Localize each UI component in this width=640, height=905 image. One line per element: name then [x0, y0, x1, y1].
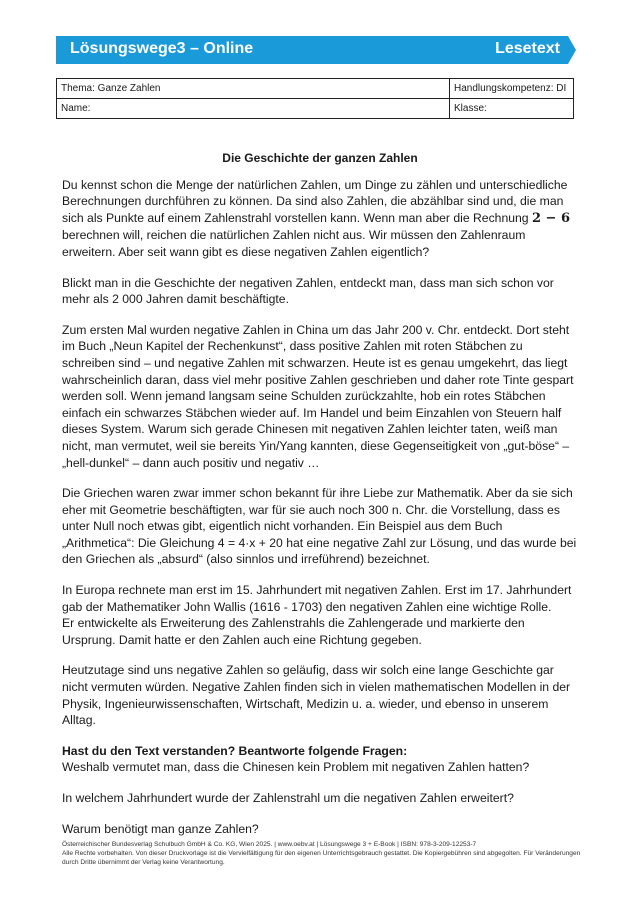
paragraph-4: Die Griechen waren zwar immer schon bekannt für ihre Liebe zur Mathematik. Aber da sie sich eher mit Geometrie beschäftigten, war für sie auch noch 300 n. Chr. die Vorstellung, dass es unter Null noch etwas gibt, eigentlich nicht vorhanden. Ein Beispiel aus dem Buch „Arithmetica“: Die Gleichung 4 = 4·x + 20 hat eine negative Zahl zur Lösung, und das wurde bei den Griechen als „absurd“ (also sinnlos und irreführend) bezeichnet.	[62, 486, 577, 567]
info-table	[56, 78, 574, 119]
paragraph-1-start: Du kennst schon die Menge der natürlichen Zahlen, um Dinge zu zählen und unterschiedliche Berechnungen durchführen zu können. Da sind also Zahlen, die abzählbar sind und, die man sich als Punkte auf einem Zahlenstrahl vorstellen kann. Wenn man aber die Rechnung	[62, 177, 568, 225]
paragraph-1	[62, 177, 578, 261]
thema-cell: Thema: Ganze Zahlen	[57, 79, 450, 99]
paragraph-2: Blickt man in die Geschichte der negativen Zahlen, entdeckt man, dass man sich schon vor mehr als 2 000 Jahren damit beschäftigte.	[62, 275, 554, 307]
doc-title: Die Geschichte der ganzen Zahlen	[222, 151, 418, 165]
header-banner	[56, 36, 576, 64]
footer-line-1: Österreichischer Bundesverlag Schulbuch GmbH & Co. KG, Wien 2025. | www.oebv.at | Lösungswege 3 + E-Book | ISBN: 978-3-209-12253-7	[62, 841, 477, 848]
info-row-2	[57, 99, 574, 119]
question-1: Weshalb vermutet man, dass die Chinesen kein Problem mit negativen Zahlen hatten?	[62, 760, 530, 775]
paragraph-5-end: Er entwickelte als Erweiterung des Zahlenstrahls die Zahlengerade und markierte den Ursprung. Damit hatte er den Zahlen auch eine Richtung gegeben.	[62, 616, 525, 647]
name-cell: Name:	[57, 99, 450, 119]
questions-heading: Hast du den Text verstanden? Beantworte folgende Fragen:	[62, 743, 408, 758]
klasse-cell: Klasse:	[450, 99, 574, 119]
info-row-1	[57, 79, 574, 99]
paragraph-5	[62, 582, 578, 648]
math-expression: 2 − 6	[531, 210, 570, 226]
footer-line-2: Alle Rechte vorbehalten. Von dieser Druckvorlage ist die Vervielfältigung für den eigenen Unterrichtsgebrauch gestattet. Die Kopiergebühren sind abgegolten. Für Veränderungen durch Dritte übernimmt der Verlag keine Verantwortung.	[62, 850, 581, 866]
paragraph-1-end: berechnen will, reichen die natürlichen Zahlen nicht aus. Wir müssen den Zahlenraum erweitern. Aber seit wann gibt es diese negativen Zahlen eigentlich?	[62, 228, 526, 259]
question-2: In welchem Jahrhundert wurde der Zahlenstrahl um die negativen Zahlen erweitert?	[62, 791, 514, 805]
question-3: Warum benötigt man ganze Zahlen?	[62, 821, 259, 836]
reading-text	[62, 150, 578, 851]
footer	[62, 840, 582, 867]
paragraph-3: Zum ersten Mal wurden negative Zahlen in China um das Jahr 200 v. Chr. entdeckt. Dort steht im Buch „Neun Kapitel der Rechenkunst“, dass positive Zahlen mit roten Stäbchen zu schreiben sind – und negative Zahlen mit schwarzen. Heute ist es genau umgekehrt, das liegt wahrscheinlich daran, dass viel mehr positive Zahlen geschrieben und daher rote Tinte gespart werden soll. Wenn jemand langsam seine Schulden zurückzahlte, hob ein rotes Stäbchen einfach ein schwarzes Stäbchen wieder auf. Im Handel und beim Einzahlen von Steuern half dieses System. Warum sich gerade Chinesen mit negativen Zahlen leichter taten, weiß man nicht, man vermutet, weil sie bereits Yin/Yang kannten, diese Gegenseitigkeit von „gut-böse“ – „hell-dunkel“ – dann auch positiv und negativ …	[62, 322, 574, 470]
banner-doc-type: Lesetext	[495, 40, 560, 57]
banner-title: Lösungswege3 – Online	[70, 40, 254, 57]
paragraph-6: Heutzutage sind uns negative Zahlen so geläufig, dass wir solch eine lange Geschichte gar nicht vermuten würden. Negative Zahlen finden sich in vielen mathematischen Modellen in der Physik, Ingenieurwissenschaften, Wirtschaft, Medizin u. a. wieder, und ebenso in unserem Alltag.	[62, 663, 571, 728]
paragraph-5-start: In Europa rechnete man erst im 15. Jahrhundert mit negativen Zahlen. Erst im 17. Jahrhundert gab der Mathematiker John Wallis (1616 - 1703) den negativen Zahlen eine wichtige Rolle.	[62, 583, 572, 614]
kompetenz-cell: Handlungskompetenz: DI	[450, 79, 574, 99]
